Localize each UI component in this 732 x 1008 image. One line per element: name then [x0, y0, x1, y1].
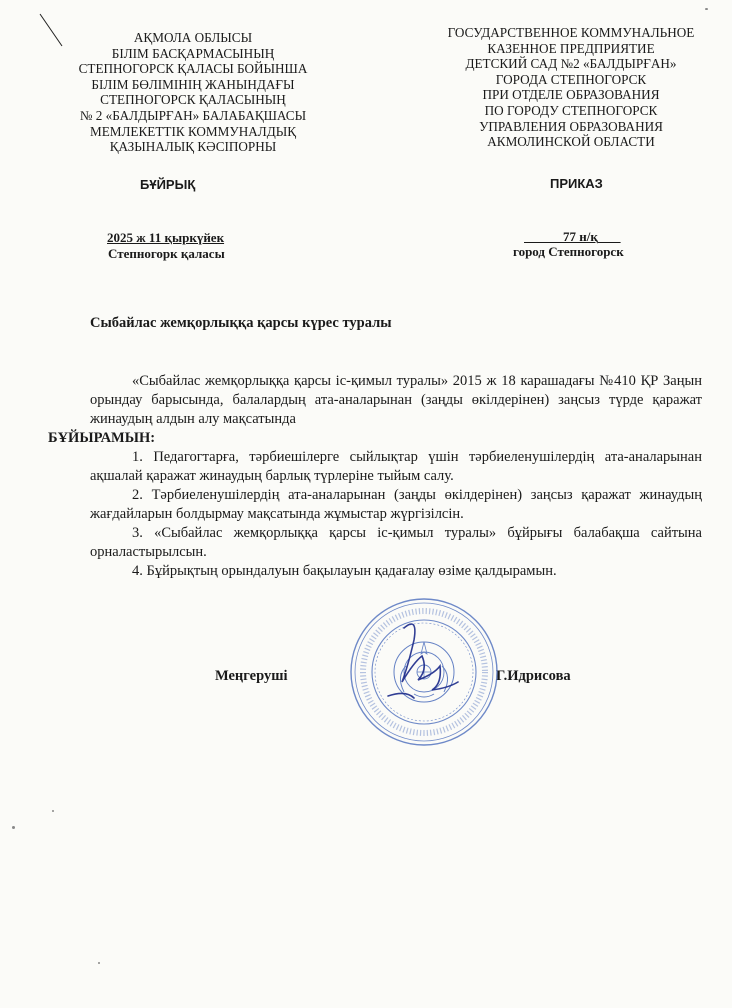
header-left-line: МЕМЛЕКЕТТІК КОММУНАЛДЫҚ — [89, 123, 297, 139]
header-right-line: УПРАВЛЕНИЯ ОБРАЗОВАНИЯ — [479, 118, 663, 134]
header-left-line: ҚАЗЫНАЛЫҚ КӘСІПОРНЫ — [109, 139, 277, 155]
doc-type-kz: БҰЙРЫҚ — [140, 177, 196, 192]
city-ru: город Степногорск — [513, 244, 624, 259]
city-kz: Степногорк қаласы — [108, 246, 225, 261]
header-right-line: ПО ГОРОДУ СТЕПНОГОРСК — [484, 102, 658, 118]
header-right-line: КАЗЕННОЕ ПРЕДПРИЯТИЕ — [487, 40, 655, 56]
header-left-line: БІЛІМ БАСҚАРМАСЫНЫҢ — [111, 45, 275, 61]
signatory-name: Г.Идрисова — [496, 668, 571, 684]
order-item: 1. Педагогтарға, тәрбиешілерге сыйлықтар үшін тәрбиеленушілердің ата-аналарынан ақшалай қаражат жинаудың барлық түрлеріне тыйым салу. — [90, 449, 702, 484]
order-body — [48, 372, 702, 581]
header-right-line: ПРИ ОТДЕЛЕ ОБРАЗОВАНИЯ — [482, 87, 660, 103]
header-right-line: ГОСУДАРСТВЕННОЕ КОММУНАЛЬНОЕ — [447, 25, 695, 40]
scan-speck — [705, 8, 708, 10]
official-stamp — [348, 596, 500, 748]
order-number — [524, 229, 621, 245]
header-left-line: № 2 «БАЛДЫРҒАН» БАЛАБАҚШАСЫ — [79, 107, 307, 123]
order-subject: Сыбайлас жемқорлыққа қарсы күрес туралы — [90, 315, 392, 331]
signatory-title: Меңгеруші — [215, 668, 288, 684]
order-word: БҰЙЫРАМЫН: — [48, 430, 156, 446]
order-item: 2. Тәрбиеленушілердің ата-аналарынан (заңды өкілдерінен) заңсыз қаражат жинаудың жағдайларын болдырмау мақсатында жұмыстар жүргізілсін. — [90, 487, 702, 522]
scan-speck — [52, 810, 54, 812]
order-item: 4. Бұйрықтың орындалуын бақылауын қадағалау өзіме қалдырамын. — [132, 563, 557, 579]
header-left-line: СТЕПНОГОРСК ҚАЛАСЫНЫҢ — [100, 92, 286, 108]
header-left-kz — [60, 30, 326, 155]
header-left-line: АҚМОЛА ОБЛЫСЫ — [133, 30, 253, 45]
preamble-paragraph — [48, 372, 702, 448]
order-item: 3. «Сыбайлас жемқорлыққа қарсы іс-қимыл туралы» бұйрығы балабақша сайтына орналастырылсын. — [90, 525, 702, 560]
header-right-line: ГОРОДА СТЕПНОГОРСК — [495, 71, 647, 87]
order-number-value: 77 н/қ — [563, 229, 598, 244]
scan-speck — [12, 826, 15, 829]
header-left-line: БІЛІМ БӨЛІМІНІҢ ЖАНЫНДАҒЫ — [91, 76, 295, 92]
header-right-line: ДЕТСКИЙ САД №2 «БАЛДЫРҒАН» — [465, 56, 677, 72]
preamble-text: «Сыбайлас жемқорлыққа қарсы іс-қимыл туралы» 2015 ж 18 карашадағы №410 ҚР Заңын орындау барысында, балалардың ата-аналарынан (заңды өкілдерінен) заңсыз түрде қаражат жинаудың алдын алу мақсатында — [90, 373, 702, 427]
header-left-line: СТЕПНОГОРСК ҚАЛАСЫ БОЙЫНША — [78, 61, 308, 77]
doc-type-ru: ПРИКАЗ — [550, 176, 603, 191]
header-right-line: АКМОЛИНСКОЙ ОБЛАСТИ — [487, 134, 655, 150]
order-date: 2025 ж 11 қыркүйек — [107, 230, 225, 245]
header-right-ru — [420, 25, 722, 150]
scan-speck — [98, 962, 100, 964]
